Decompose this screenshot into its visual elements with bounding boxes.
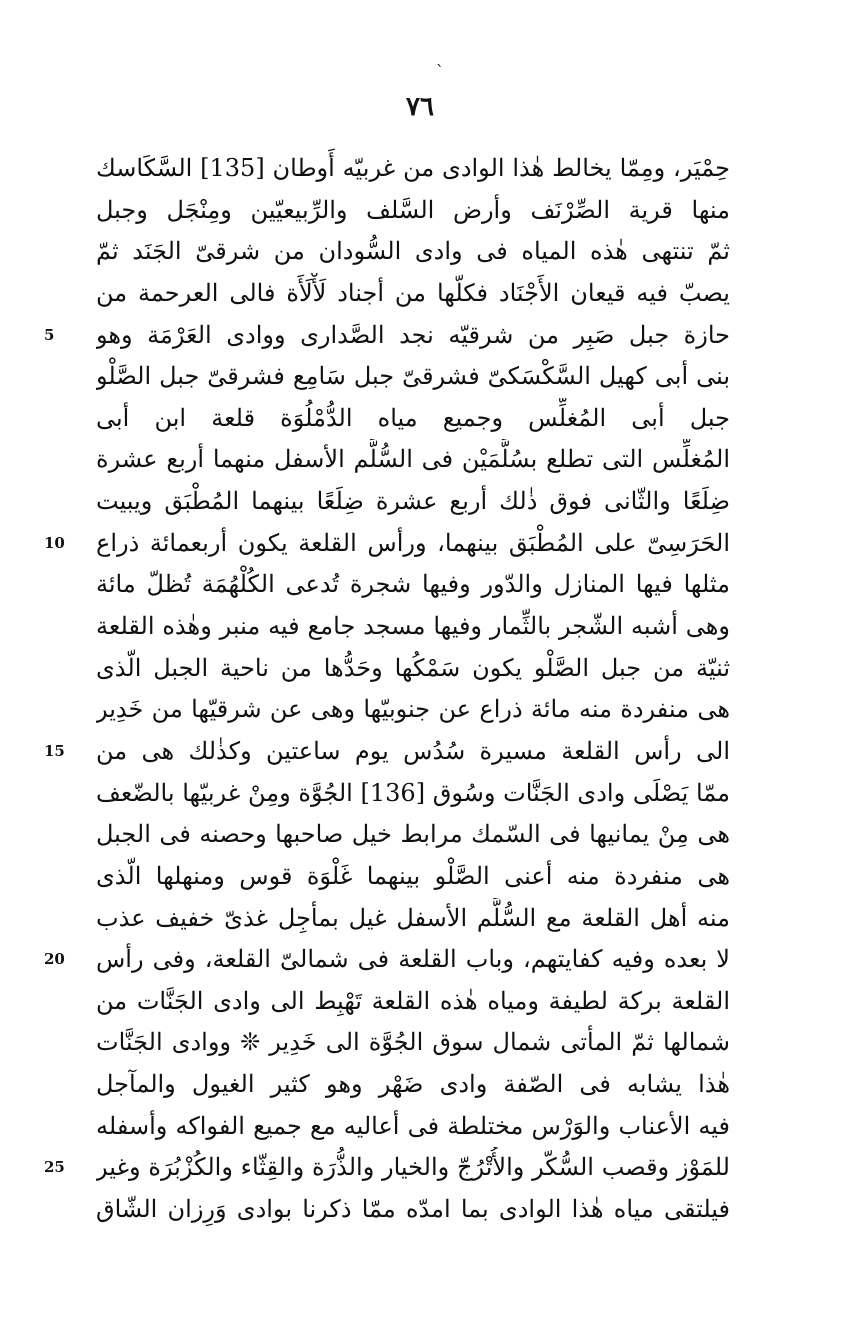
line-text: للمَوْز وقصب السُّكّر والأُتْرُجّ والخيار والذُّرَة والقِثّاء والكُزْبُرَة وغير: [96, 1153, 730, 1182]
line-text: يصبّ فيه قيعان الأَجْنَاد فكلّها من أجناد لَأْلَأَة فالى العرحمة من: [96, 278, 730, 307]
text-body: [44, 148, 730, 1231]
line-number: 15: [44, 741, 65, 760]
text-line: [96, 481, 730, 523]
page-number: ٧٦: [406, 92, 434, 122]
text-line: [96, 773, 730, 815]
tick-mark: `: [436, 62, 444, 81]
text-line: [96, 648, 730, 690]
text-line: [44, 731, 730, 773]
line-number: 20: [44, 950, 65, 969]
line-number: 25: [44, 1158, 65, 1177]
text-line: [44, 1147, 730, 1189]
line-text: ضِلَعًا والثّانى فوق ذٰلك أربع عشرة ضِلَعًا بينهما المُطْبَق ويبيت: [96, 487, 730, 516]
text-line: [96, 356, 730, 398]
line-text: وهى أشبه الشّجر بالثِّمار وفيها مسجد جامع فيه منبر وهٰذه القلعة: [96, 612, 730, 641]
line-text: هٰذا يشابه فى الصّفة وادى ضَهْر وهو كثير الغيول والمآجل: [96, 1070, 730, 1099]
line-text: فيه الأعناب والوَرْس مختلطة فى أعاليه مع جميع الفواكه وأسفله: [96, 1111, 730, 1140]
text-line: [96, 606, 730, 648]
line-number: 5: [44, 325, 55, 344]
text-line: [96, 148, 730, 190]
text-line: [44, 315, 730, 357]
line-text: منها قرية الصِّرْنَف وأرض السَّلف والرِّبيعيّين ومِنْجَل وجبل: [96, 195, 730, 224]
line-text: فيلتقى مياه هٰذا الوادى بما امدّه ممّا ذكرنا بوادى وَرِزان الشّاق: [96, 1195, 730, 1224]
text-line: [96, 1022, 730, 1064]
line-text: هى منفردة منه مائة ذراع عن جنوبيّها وهى عن شرقيّها من خَدِير: [96, 695, 730, 724]
text-line: [96, 1064, 730, 1106]
line-text: هى منفردة منه أعنى الصَّلْو بينهما غَلْوَة قوس ومنهلها الّذى: [96, 861, 730, 890]
line-text: القلعة بركة لطيفة ومياه هٰذه القلعة تَهْبِط الى وادى الجَنَّات من: [96, 986, 730, 1015]
line-text: ثمّ تنتهى هٰذه المياه فى وادى السُّودان من شرقىّ الجَنَد ثمّ: [96, 237, 730, 266]
line-text: منه أهل القلعة مع السُّلَّم الأسفل غيل بمأجِل غذىّ خفيف عذب: [96, 903, 730, 932]
text-line: [96, 439, 730, 481]
line-text: شمالها ثمّ المأتى شمال سوق الجُوَّة الى خَدِير ❊ ووادى الجَنَّات: [96, 1028, 730, 1057]
text-line: [96, 898, 730, 940]
text-line: [96, 1189, 730, 1231]
text-line: [96, 856, 730, 898]
line-text: بنى أبى كهيل السَّكْسَكىّ فشرقىّ جبل سَامِع فشرقىّ جبل الصَّلْو: [96, 362, 730, 391]
text-line: [96, 231, 730, 273]
line-text: المُغلِّس التى تطلع بسُلَّمَيْن فى السُّلَّم الأسفل منهما أربع عشرة: [96, 445, 730, 474]
text-line: [96, 398, 730, 440]
line-text: حِمْيَر، ومِمّا يخالط هٰذا الوادى من غربيّه أَوطان [135] السَّكَاسك: [96, 154, 730, 182]
text-line: [96, 273, 730, 315]
line-text: حازة جبل صَبِر من شرقيّه نجد الصَّدارى ووادى العَرْمَة وهو: [96, 320, 730, 349]
text-line: [44, 523, 730, 565]
line-text: ممّا يَصْلَى وادى الجَنَّات وسُوق [136] الجُوَّة ومِنْ غربيّها بالضّعف: [96, 778, 730, 807]
line-text: ثنيّة من جبل الصَّلْو يكون سَمْكُها وحَدُّها من ناحية الجبل الّذى: [96, 653, 730, 682]
line-text: هى مِنْ يمانيها فى السّمك مرابط خيل صاحبها وحصنه فى الجبل: [96, 820, 730, 849]
text-line: [96, 689, 730, 731]
text-line: [96, 190, 730, 232]
text-line: [96, 564, 730, 606]
line-number: 10: [44, 533, 65, 552]
text-line: [96, 1106, 730, 1148]
text-line: [44, 939, 730, 981]
text-line: [96, 981, 730, 1023]
line-text: مثلها فيها المنازل والدّور وفيها شجرة تُدعى الكُلْهُمَة تُظلّ مائة: [96, 570, 730, 599]
line-text: الى رأس القلعة مسيرة سُدُس يوم ساعتين وكذٰلك هى من: [96, 736, 730, 765]
line-text: الحَرَسِىّ على المُطْبَق بينهما، ورأس القلعة يكون أربعمائة ذراع: [96, 528, 730, 557]
line-text: لا بعده وفيه كفايتهم، وباب القلعة فى شمالىّ القلعة، وفى رأس: [96, 945, 730, 974]
text-line: [96, 814, 730, 856]
line-text: جبل أبى المُغلِّس وجميع مياه الدُّمْلُوَة قلعة ابن أبى: [96, 403, 730, 432]
